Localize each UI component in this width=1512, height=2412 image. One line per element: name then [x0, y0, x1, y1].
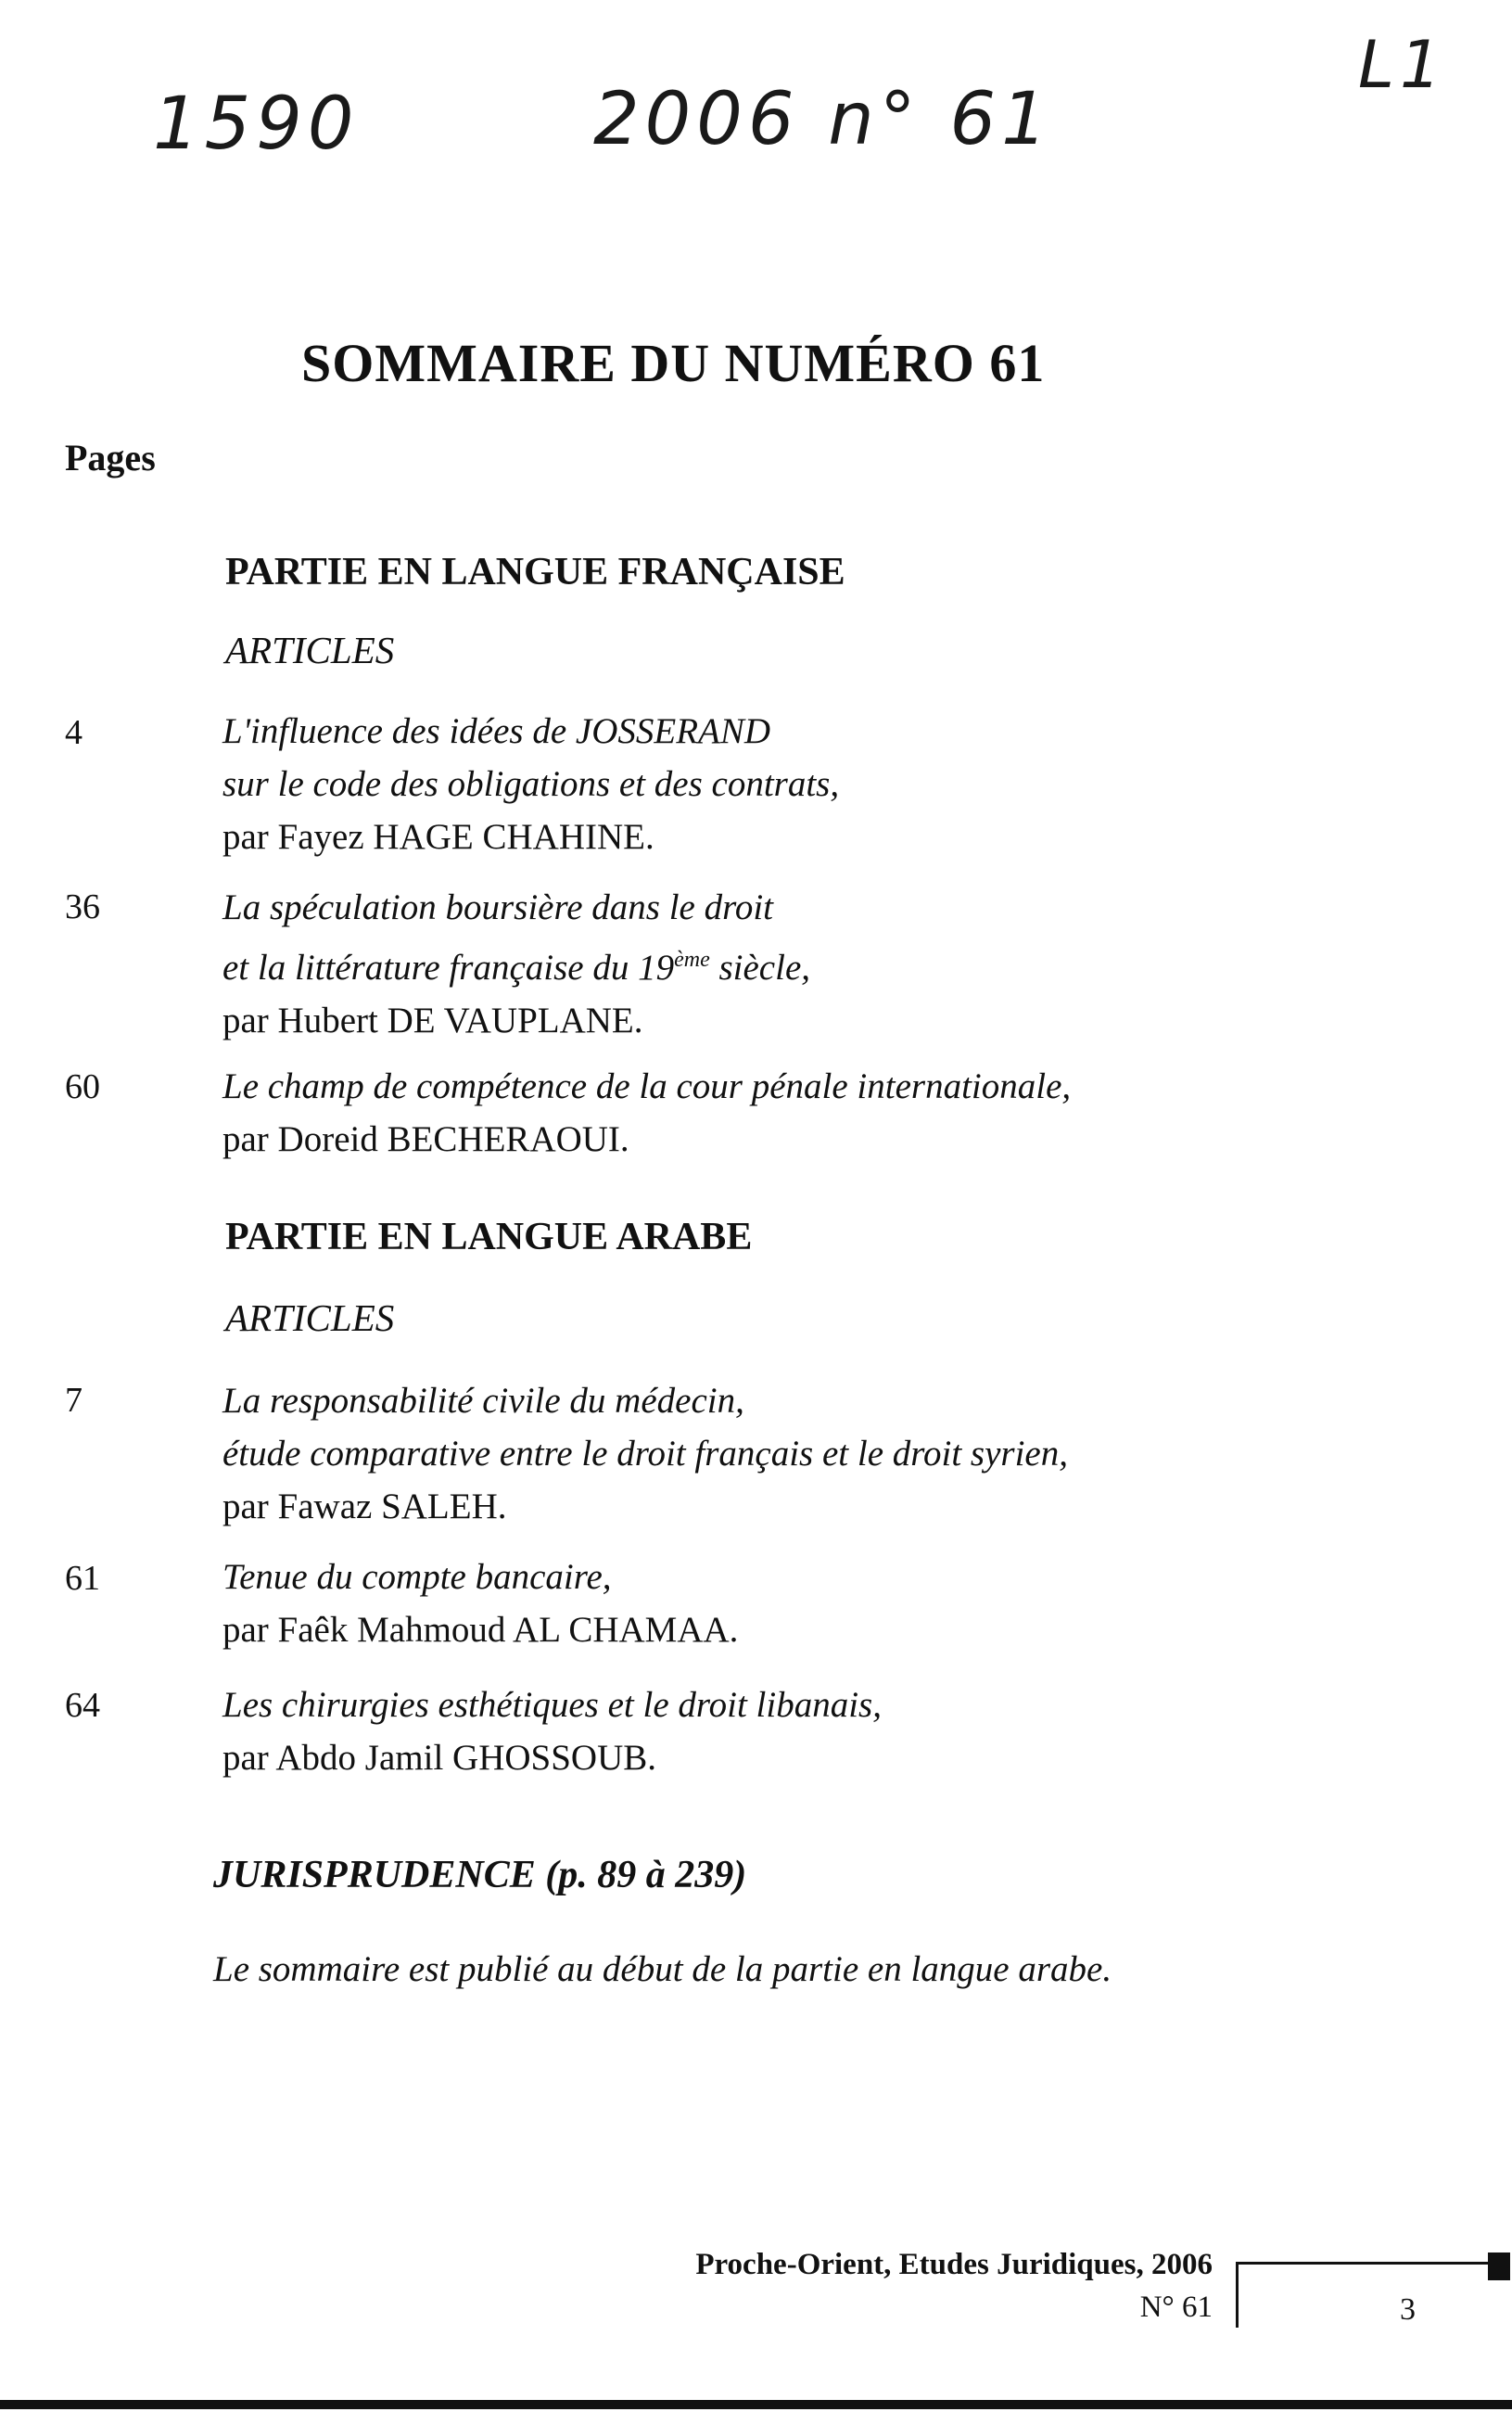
toc-entry	[222, 1551, 738, 1656]
entry-author: par Doreid BECHERAOUI.	[222, 1119, 629, 1159]
footer-issue-number: N° 61	[1139, 2291, 1213, 2324]
arabic-articles-heading: ARTICLES	[225, 1296, 395, 1339]
toc-entry	[222, 705, 839, 863]
entry-author: par Abdo Jamil GHOSSOUB.	[222, 1738, 657, 1778]
entry-page-number: 64	[65, 1686, 100, 1725]
entry-title-line: Le champ de compétence de la cour pénale internationale,	[222, 1066, 1072, 1106]
entry-author: par Faêk Mahmoud AL CHAMAA.	[222, 1610, 739, 1650]
entry-page-number: 7	[65, 1381, 83, 1420]
page-number: 3	[1400, 2292, 1416, 2327]
handwritten-year-issue: 2006 n° 61	[593, 78, 1053, 161]
toc-entry	[222, 1678, 882, 1784]
toc-entry	[222, 1374, 1068, 1533]
arabic-part-heading: PARTIE EN LANGUE ARABE	[225, 1216, 753, 1258]
entry-title-line: La spéculation boursière dans le droit	[222, 887, 774, 927]
footer-journal-name: Proche-Orient, Etudes Juridiques, 2006	[695, 2248, 1213, 2281]
page-title: SOMMAIRE DU NUMÉRO 61	[301, 333, 1046, 393]
entry-author: par Fayez HAGE CHAHINE.	[222, 817, 654, 857]
footer-page-box	[1236, 2262, 1507, 2328]
handwritten-ref-number: 1590	[153, 83, 360, 166]
entry-author: par Fawaz SALEH.	[222, 1487, 507, 1526]
entry-title-line: Tenue du compte bancaire,	[222, 1557, 612, 1597]
bottom-rule	[0, 2400, 1512, 2409]
entry-page-number: 61	[65, 1559, 100, 1598]
handwritten-corner-mark: L1	[1358, 27, 1447, 103]
footer-marker	[1488, 2252, 1510, 2280]
toc-entry	[222, 881, 810, 1047]
entry-author: par Hubert DE VAUPLANE.	[222, 1001, 643, 1040]
summary-note: Le sommaire est publié au début de la partie en langue arabe.	[213, 1949, 1112, 1989]
entry-title-line-with-superscript: et la littérature française du 19ème siècle,	[222, 948, 811, 988]
french-articles-heading: ARTICLES	[225, 629, 395, 671]
french-part-heading: PARTIE EN LANGUE FRANÇAISE	[225, 551, 845, 593]
entry-title-line: La responsabilité civile du médecin,	[222, 1381, 744, 1421]
pages-column-label: Pages	[65, 437, 156, 479]
toc-entry	[222, 1060, 1071, 1166]
jurisprudence-heading: JURISPRUDENCE (p. 89 à 239)	[213, 1854, 747, 1896]
entry-title-line: Les chirurgies esthétiques et le droit libanais,	[222, 1685, 882, 1725]
entry-title-line: L'influence des idées de JOSSERAND	[222, 711, 771, 751]
entry-title-line: sur le code des obligations et des contrats,	[222, 764, 840, 804]
entry-title-line: étude comparative entre le droit français et le droit syrien,	[222, 1434, 1068, 1474]
entry-page-number: 4	[65, 713, 83, 752]
entry-page-number: 36	[65, 887, 100, 926]
entry-page-number: 60	[65, 1067, 100, 1106]
